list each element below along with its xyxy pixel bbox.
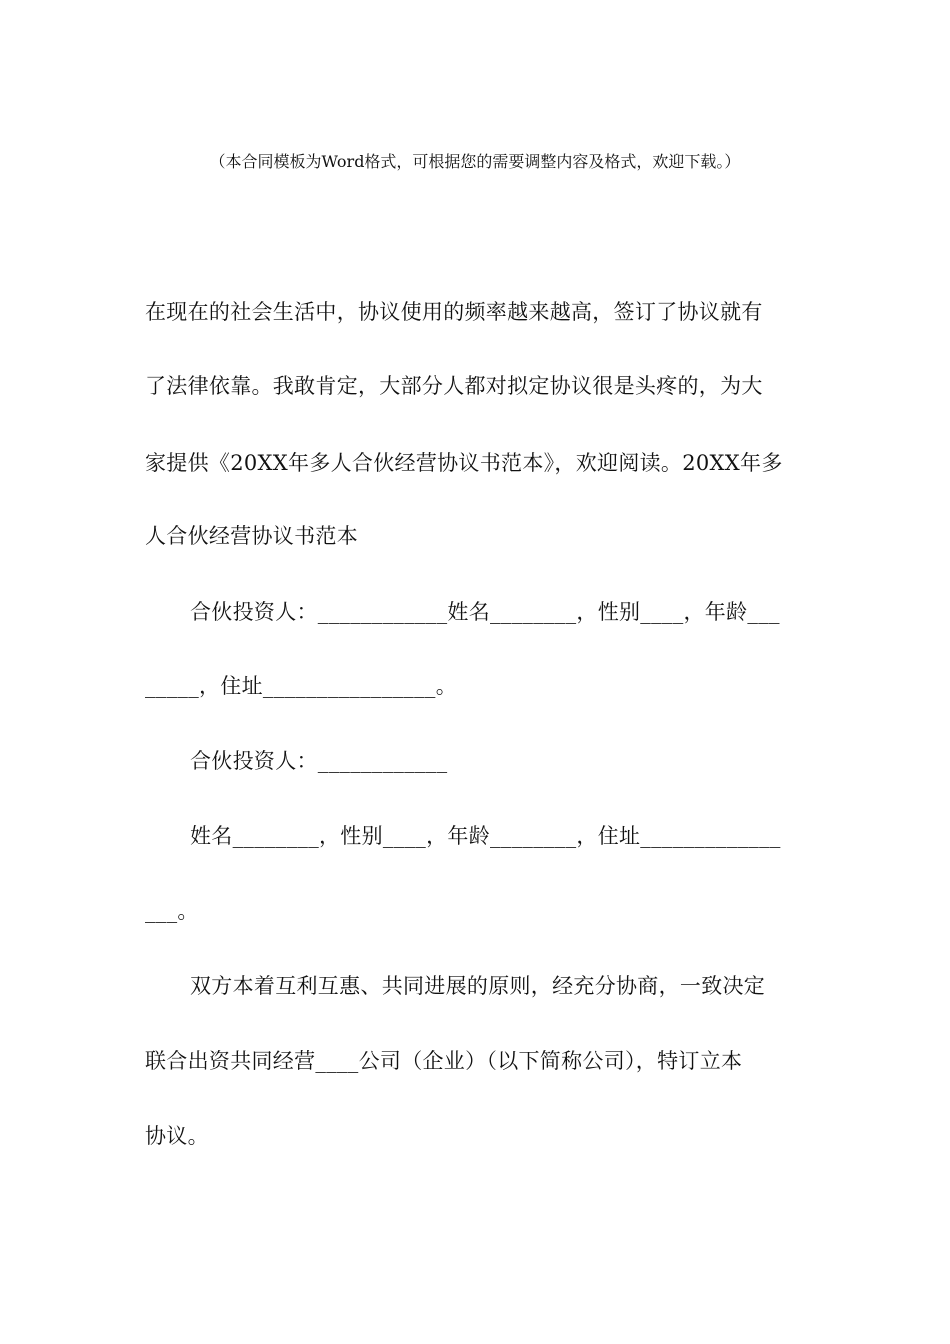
body-line-3: 家提供《20XX年多人合伙经营协议书范本》，欢迎阅读。20XX年多 bbox=[145, 451, 783, 475]
partner-2-line: 合伙投资人：____________ bbox=[190, 749, 448, 773]
partner-2-details-line: 姓名________，性别____，年龄________，住址_____________ bbox=[190, 824, 781, 848]
principle-line-3: 协议。 bbox=[145, 1124, 209, 1148]
template-note: （本合同模板为Word格式，可根据您的需要调整内容及格式，欢迎下载。） bbox=[209, 152, 741, 171]
body-line-2: 了法律依靠。我敢肯定，大部分人都对拟定协议很是头疼的，为大 bbox=[145, 374, 763, 398]
partner-1-line: 合伙投资人：____________姓名________，性别____，年龄___ bbox=[190, 600, 780, 624]
body-line-4: 人合伙经营协议书范本 bbox=[145, 524, 358, 548]
principle-line-2: 联合出资共同经营____公司（企业）（以下简称公司），特订立本 bbox=[145, 1049, 743, 1073]
partner-2-details-end-line: ___。 bbox=[145, 899, 199, 923]
principle-line-1: 双方本着互利互惠、共同进展的原则，经充分协商，一致决定 bbox=[190, 974, 766, 998]
partner-1-address-line: _____，住址________________。 bbox=[145, 674, 457, 698]
body-line-1: 在现在的社会生活中，协议使用的频率越来越高，签订了协议就有 bbox=[145, 300, 763, 324]
